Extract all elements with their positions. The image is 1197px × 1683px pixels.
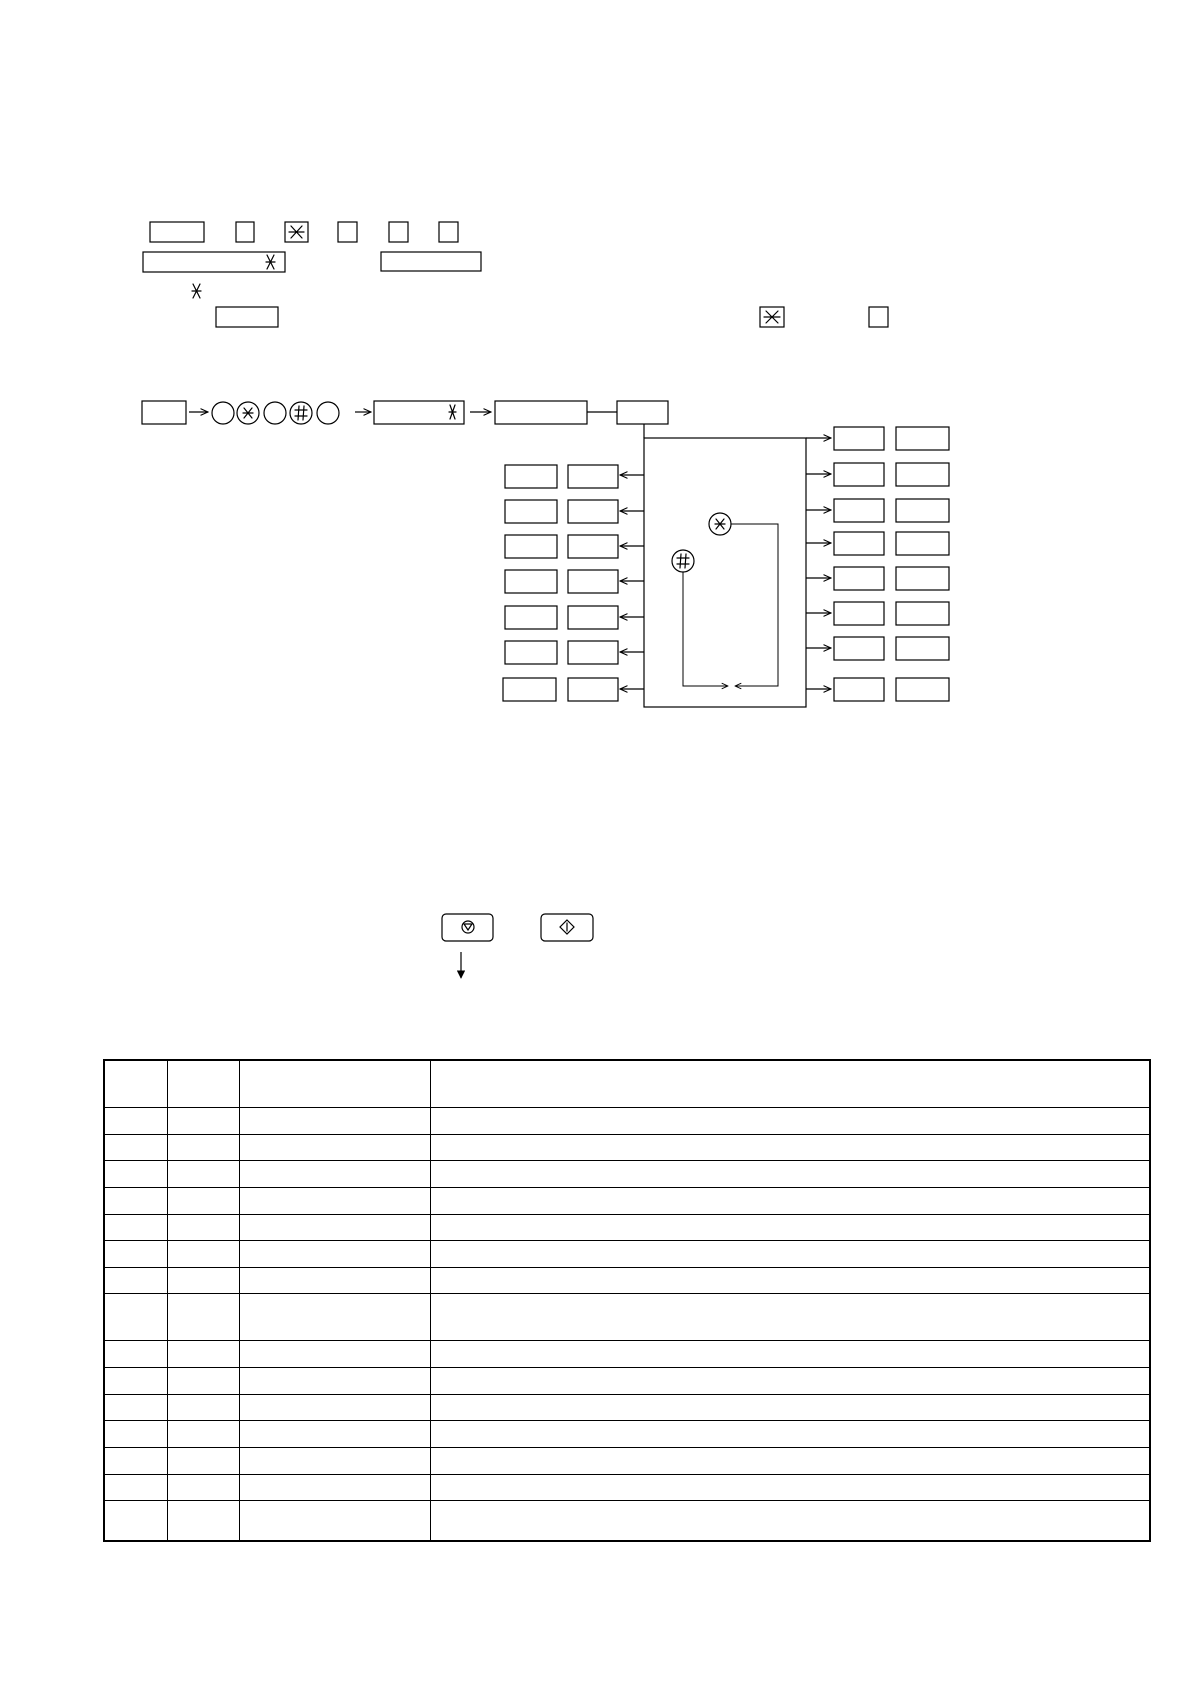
table-cell xyxy=(167,1448,239,1475)
table-cell xyxy=(104,1134,167,1161)
table-row xyxy=(104,1501,1150,1541)
output-code-box xyxy=(834,499,884,522)
table-cell xyxy=(239,1448,430,1475)
display-box xyxy=(381,252,481,271)
output-code-box xyxy=(505,570,557,593)
output-value-box xyxy=(568,465,618,488)
output-code-box xyxy=(503,678,556,701)
output-code-box xyxy=(505,535,557,558)
table-row xyxy=(104,1241,1150,1268)
table-cell xyxy=(239,1214,430,1241)
stop-button[interactable] xyxy=(442,914,493,941)
table-cell xyxy=(239,1108,430,1135)
table-cell xyxy=(430,1341,1150,1368)
table-row xyxy=(104,1474,1150,1501)
asterisk-circle-icon xyxy=(237,402,259,424)
table-cell xyxy=(167,1474,239,1501)
table-cell xyxy=(104,1161,167,1188)
settings-table xyxy=(103,1059,1151,1542)
table-cell xyxy=(104,1294,167,1341)
table-cell xyxy=(239,1394,430,1421)
output-code-box xyxy=(834,637,884,660)
table-cell xyxy=(430,1474,1150,1501)
table-cell xyxy=(104,1368,167,1395)
asterisk-key xyxy=(285,222,308,242)
table-row xyxy=(104,1421,1150,1448)
digit-key xyxy=(236,222,254,242)
output-code-box xyxy=(834,532,884,555)
table-row xyxy=(104,1294,1150,1341)
table-cell xyxy=(104,1341,167,1368)
display-box-with-asterisk xyxy=(143,252,285,272)
digit-key xyxy=(338,222,357,242)
asterisk-circle-icon xyxy=(709,513,731,535)
table-cell xyxy=(167,1341,239,1368)
output-value-box xyxy=(568,606,618,629)
output-code-box xyxy=(834,567,884,590)
table-cell xyxy=(104,1187,167,1214)
output-code-box xyxy=(834,463,884,486)
table-cell xyxy=(430,1241,1150,1268)
table-header-row xyxy=(104,1060,1150,1108)
output-code-box xyxy=(505,606,557,629)
asterisk-key-small xyxy=(760,307,784,327)
output-code-box xyxy=(834,678,884,701)
table-row xyxy=(104,1161,1150,1188)
table-cell xyxy=(239,1294,430,1341)
table-cell xyxy=(239,1501,430,1541)
table-cell xyxy=(239,1368,430,1395)
table-cell xyxy=(430,1161,1150,1188)
table-header-cell xyxy=(167,1060,239,1108)
table-row xyxy=(104,1368,1150,1395)
right-outputs xyxy=(806,427,949,701)
output-value-box xyxy=(896,567,949,590)
output-code-box xyxy=(505,465,557,488)
table-row xyxy=(104,1108,1150,1135)
table-cell xyxy=(430,1421,1150,1448)
table-cell xyxy=(167,1267,239,1294)
table-cell xyxy=(430,1294,1150,1341)
table-row xyxy=(104,1267,1150,1294)
output-value-box xyxy=(896,602,949,625)
code-circle-blank xyxy=(264,402,286,424)
star-glyph xyxy=(192,284,201,298)
table-row xyxy=(104,1448,1150,1475)
table-cell xyxy=(430,1448,1150,1475)
digit-key xyxy=(439,222,458,242)
mode-box xyxy=(617,401,668,424)
output-value-box xyxy=(896,499,949,522)
table-cell xyxy=(430,1108,1150,1135)
table-cell xyxy=(430,1134,1150,1161)
table-cell xyxy=(239,1341,430,1368)
table-cell xyxy=(239,1161,430,1188)
table-cell xyxy=(239,1267,430,1294)
output-value-box xyxy=(568,500,618,523)
flow-start xyxy=(142,401,668,438)
output-value-box xyxy=(568,678,618,701)
table-cell xyxy=(167,1134,239,1161)
hash-circle-icon xyxy=(290,402,312,424)
table-cell xyxy=(104,1501,167,1541)
table-cell xyxy=(104,1241,167,1268)
table-cell xyxy=(167,1421,239,1448)
output-value-box xyxy=(896,427,949,450)
table-cell xyxy=(239,1134,430,1161)
table-cell xyxy=(430,1267,1150,1294)
mode-key-box xyxy=(216,307,278,327)
table-cell xyxy=(167,1187,239,1214)
output-value-box xyxy=(568,535,618,558)
table-cell xyxy=(104,1108,167,1135)
key-sequence xyxy=(150,222,458,242)
start-box xyxy=(142,401,186,424)
output-value-box xyxy=(568,570,618,593)
table-cell xyxy=(104,1267,167,1294)
output-code-box xyxy=(505,500,557,523)
table-row xyxy=(104,1394,1150,1421)
table-row xyxy=(104,1187,1150,1214)
table-cell xyxy=(104,1421,167,1448)
output-value-box xyxy=(568,641,618,664)
table-cell xyxy=(239,1421,430,1448)
table-cell xyxy=(239,1241,430,1268)
table-cell xyxy=(104,1448,167,1475)
output-value-box xyxy=(896,678,949,701)
code-circle-blank xyxy=(212,402,234,424)
table-cell xyxy=(167,1214,239,1241)
output-value-box xyxy=(896,532,949,555)
selection-loop xyxy=(644,438,806,707)
table-cell xyxy=(167,1394,239,1421)
table-header-cell xyxy=(430,1060,1150,1108)
output-code-box xyxy=(834,427,884,450)
table-cell xyxy=(104,1394,167,1421)
table-cell xyxy=(104,1474,167,1501)
table-cell xyxy=(167,1241,239,1268)
table-row xyxy=(104,1134,1150,1161)
table-cell xyxy=(104,1214,167,1241)
entry-box xyxy=(495,401,587,424)
table-row xyxy=(104,1214,1150,1241)
table-header-cell xyxy=(239,1060,430,1108)
code-circle-blank xyxy=(317,402,339,424)
digit-key xyxy=(389,222,408,242)
left-outputs xyxy=(503,465,644,701)
table-cell xyxy=(239,1187,430,1214)
digit-key-small xyxy=(869,307,888,327)
table-cell xyxy=(430,1501,1150,1541)
table-cell xyxy=(430,1187,1150,1214)
function-key xyxy=(150,222,204,242)
table-cell xyxy=(239,1474,430,1501)
table-cell xyxy=(167,1108,239,1135)
table-cell xyxy=(430,1394,1150,1421)
display-box-with-asterisk xyxy=(374,401,464,424)
table-cell xyxy=(167,1501,239,1541)
table-cell xyxy=(167,1368,239,1395)
table-cell xyxy=(430,1368,1150,1395)
table-row xyxy=(104,1341,1150,1368)
output-value-box xyxy=(896,637,949,660)
start-button[interactable] xyxy=(541,914,593,941)
table-cell xyxy=(167,1294,239,1341)
table-cell xyxy=(167,1161,239,1188)
loop-frame xyxy=(644,438,806,707)
output-code-box xyxy=(505,641,557,664)
table-cell xyxy=(430,1214,1150,1241)
table-header-cell xyxy=(104,1060,167,1108)
output-code-box xyxy=(834,602,884,625)
hash-circle-icon xyxy=(672,550,694,572)
output-value-box xyxy=(896,463,949,486)
